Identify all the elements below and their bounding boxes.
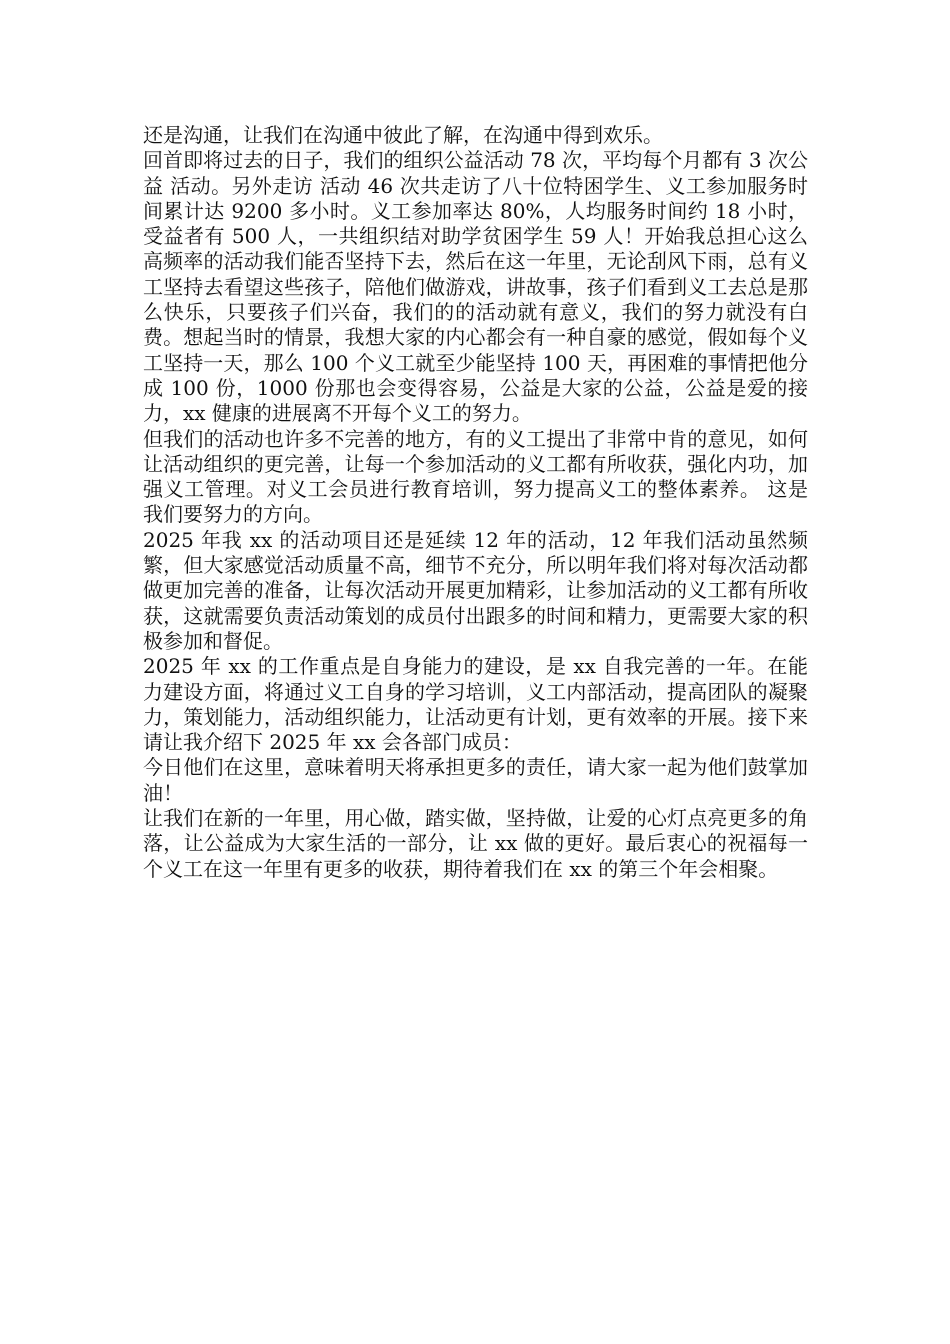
paragraph-3: 但我们的活动也许多不完善的地方，有的义工提出了非常中肯的意见，如何让活动组织的更完善，让每一个参加活动的义工都有所收获，强化内功，加强义工管理。对义工会员进行教育培训，努力提高义工的整体素养。 这是我们要努力的方向。 — [143, 426, 808, 527]
paragraph-7: 让我们在新的一年里，用心做，踏实做，坚持做，让爱的心灯点亮更多的角落，让公益成为大家生活的一部分，让 xx 做的更好。最后衷心的祝福每一个义工在这一年里有更多的收获，期待着我们在 xx 的第三个年会相聚。 — [143, 806, 808, 881]
document-body — [143, 123, 808, 882]
paragraph-6: 今日他们在这里，意味着明天将承担更多的责任，请大家一起为他们鼓掌加油！ — [143, 755, 808, 805]
paragraph-4: 2025 年我 xx 的活动项目还是延续 12 年的活动，12 年我们活动虽然频繁，但大家感觉活动质量不高，细节不充分，所以明年我们将对每次活动都做更加完善的准备，让每次活动开展更加精彩，让参加活动的义工都有所收获，这就需要负责活动策划的成员付出跟多的时间和精力，更需要大家的积极参加和督促。 — [143, 527, 808, 653]
paragraph-1: 还是沟通，让我们在沟通中彼此了解，在沟通中得到欢乐。 — [143, 123, 663, 147]
paragraph-5: 2025 年 xx 的工作重点是自身能力的建设，是 xx 自我完善的一年。在能力建设方面，将通过义工自身的学习培训，义工内部活动，提高团队的凝聚力，策划能力，活动组织能力，让活动更有计划，更有效率的开展。接下来请让我介绍下 2025 年 xx 会各部门成员： — [143, 654, 808, 755]
paragraph-2: 回首即将过去的日子，我们的组织公益活动 78 次，平均每个月都有 3 次公益 活动。另外走访 活动 46 次共走访了八十位特困学生、义工参加服务时间累计达 9200 多小时。义工参加率达 80%，人均服务时间约 18 小时，受益者有 500 人，一共组织结对助学贫困学生 59 人！开始我总担心这么高频率的活动我们能否坚持下去，然后在这一年里，无论刮风下雨，总有义工坚持去看望这些孩子，陪他们做游戏，讲故事，孩子们看到义工去总是那么快乐，只要孩子们兴奋，我们的的活动就有意义，我们的努力就没有白费。想起当时的情景，我想大家的内心都会有一种自豪的感觉，假如每个义工坚持一天，那么 100 个义工就至少能坚持 100 天，再困难的事情把他分成 100 份，1000 份那也会变得容易，公益是大家的公益，公益是爱的接力，xx 健康的进展离不开每个义工的努力。 — [143, 148, 808, 426]
